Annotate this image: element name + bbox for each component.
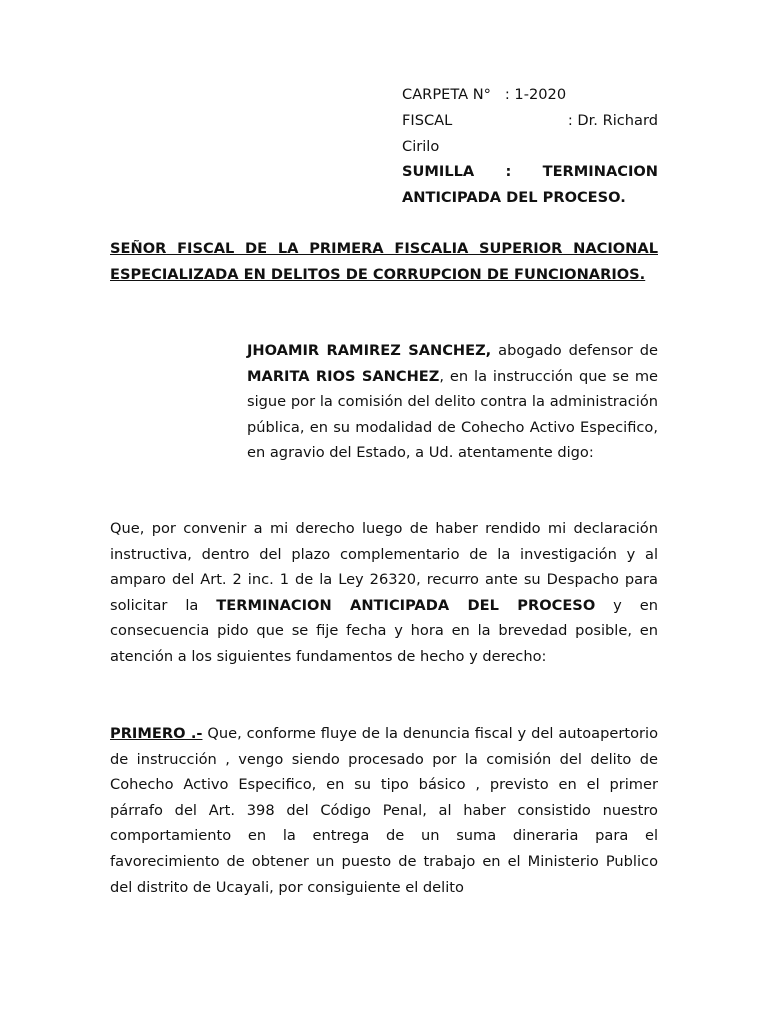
fiscal-value-cont: Cirilo	[402, 138, 440, 155]
addressee: SEÑOR FISCAL DE LA PRIMERA FISCALIA SUPERIOR NACIONAL ESPECIALIZADA EN DELITOS DE CORRUPCION DE FUNCIONARIOS.	[110, 240, 658, 283]
body-text-1: Que, por convenir a mi derecho luego de haber rendido mi declaración instructiva, dentro del plazo complementario de la investigación y al amparo del Art. 2 inc. 1 de la Ley 26320, recurro ante su Despacho para solicitar la	[110, 520, 658, 614]
carpeta-value: : 1-2020	[504, 86, 567, 103]
lawyer-name: JHOAMIR RAMIREZ SANCHEZ,	[247, 342, 492, 359]
primero-text: Que, conforme fluye de la denuncia fiscal y del autoapertorio de instrucción , vengo siendo procesado por la comisión del delito de Cohecho Activo Especifico, en su tipo básico , previsto en el primer párrafo del Art. 398 del Código Penal, al haber consistido nuestro comportamiento en la entrega de un suma dineraria para el favorecimiento de obtener un puesto de trabajo en el Ministerio Publico del distrito de Ucayali, por consiguiente el delito	[110, 725, 658, 896]
carpeta-line	[402, 82, 658, 108]
body-bold: TERMINACION ANTICIPADA DEL PROCESO	[216, 596, 596, 614]
fiscal-line	[402, 108, 658, 134]
fiscal-value: : Dr. Richard	[567, 112, 658, 129]
body-text-2: y en consecuencia pido que se fije fecha y hora en la brevedad posible, en atención a los siguientes fundamentos de hecho y derecho:	[110, 596, 658, 665]
client-name: MARITA RIOS SANCHEZ	[247, 367, 440, 385]
intro-text-1: abogado defensor de	[491, 342, 658, 359]
intro-text-2: , en la instrucción que se me sigue por la comisión del delito contra la administración pública, en su modalidad de Cohecho Activo Especifico, en agravio del Estado, a Ud. atentamente digo:	[247, 367, 659, 462]
carpeta-label: CARPETA N°	[402, 86, 491, 103]
body-paragraph	[110, 516, 658, 670]
primero-paragraph	[110, 721, 658, 900]
fiscal-label: FISCAL	[402, 112, 453, 129]
sumilla: SUMILLA : TERMINACION ANTICIPADA DEL PROCESO.	[402, 163, 658, 206]
primero-label: PRIMERO .-	[110, 725, 203, 742]
intro-paragraph	[247, 338, 658, 466]
